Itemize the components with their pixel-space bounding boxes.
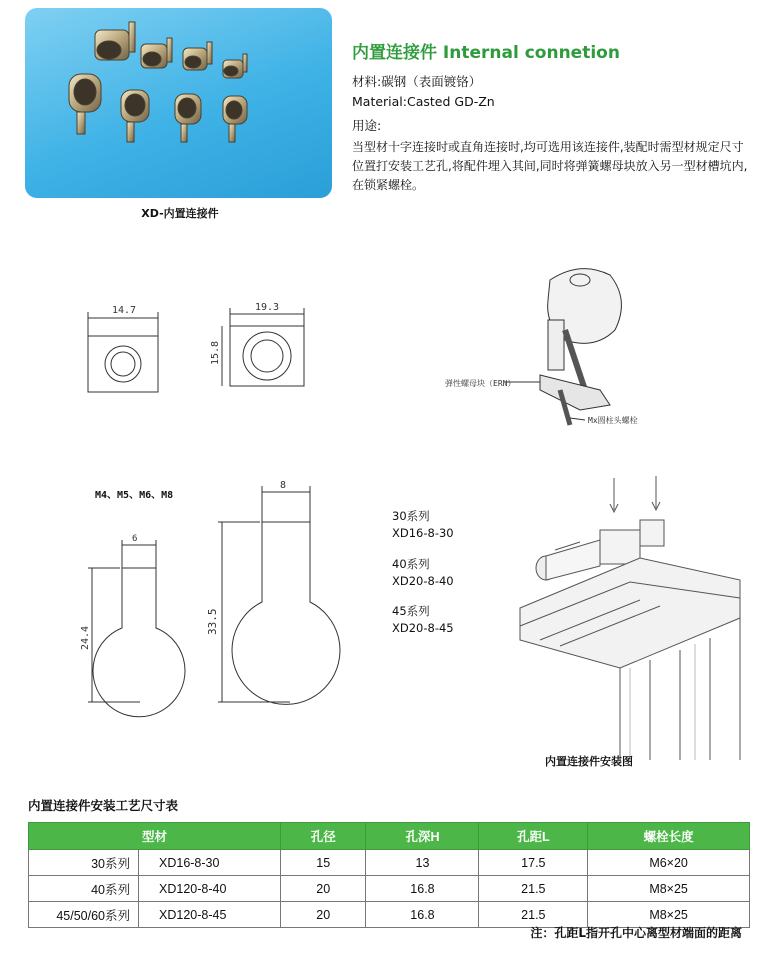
hole2-width-label: 8 <box>280 480 287 491</box>
cell-profile: 30系列 <box>29 850 139 876</box>
table-row <box>29 876 750 902</box>
keyhole-large-drawing <box>218 486 340 704</box>
cell-profile: 45/50/60系列 <box>29 902 139 928</box>
cell-diameter: 20 <box>281 876 366 902</box>
cell-model: XD16-8-30 <box>139 850 281 876</box>
large-height-label: 15.8 <box>210 340 221 365</box>
spec-table <box>28 822 750 928</box>
table-header-row <box>29 823 750 850</box>
large-square-drawing <box>222 308 304 386</box>
bolt-sizes-label: M4、M5、M6、M8 <box>95 490 174 501</box>
cell-profile: 40系列 <box>29 876 139 902</box>
spring-nut-label: 弹性螺母块（ERN） <box>445 379 516 388</box>
keyhole-small-drawing <box>88 540 185 717</box>
bolt-label: Mx圆柱头螺栓 <box>588 416 638 425</box>
small-width-label: 14.7 <box>112 305 137 316</box>
hole2-height-label: 33.5 <box>206 608 219 635</box>
cell-bolt: M8×25 <box>588 902 750 928</box>
large-width-label: 19.3 <box>255 302 280 313</box>
small-square-drawing <box>88 312 158 392</box>
series-name: 45系列 <box>392 604 430 618</box>
table-title: 内置连接件安装工艺尺寸表 <box>28 798 179 813</box>
series-code: XD20-8-40 <box>392 574 454 588</box>
connector-parts-illustration <box>25 8 332 198</box>
technical-drawings <box>0 240 764 760</box>
cell-distance: 21.5 <box>479 902 588 928</box>
photo-caption: XD-内置连接件 <box>141 207 219 220</box>
series-name: 30系列 <box>392 509 430 523</box>
header-profile: 型材 <box>29 823 281 850</box>
product-photo <box>25 8 332 198</box>
cell-depth: 16.8 <box>366 876 479 902</box>
cell-diameter: 20 <box>281 902 366 928</box>
series-40 <box>392 556 454 590</box>
cell-depth: 13 <box>366 850 479 876</box>
table-row <box>29 850 750 876</box>
series-45 <box>392 603 454 637</box>
cell-distance: 21.5 <box>479 876 588 902</box>
series-code: XD16-8-30 <box>392 526 454 540</box>
installation-illustration <box>520 476 740 760</box>
usage-label: 用途: <box>352 118 382 133</box>
install-caption: 内置连接件安装图 <box>545 755 633 768</box>
cell-bolt: M6×20 <box>588 850 750 876</box>
cell-model: XD120-8-40 <box>139 876 281 902</box>
series-30 <box>392 508 454 542</box>
cell-bolt: M8×25 <box>588 876 750 902</box>
cell-diameter: 15 <box>281 850 366 876</box>
series-code: XD20-8-45 <box>392 621 454 635</box>
series-name: 40系列 <box>392 557 430 571</box>
cell-distance: 17.5 <box>479 850 588 876</box>
page-title: 内置连接件 Internal connetion <box>352 43 620 63</box>
hole1-width-label: 6 <box>132 534 138 544</box>
footnote: 注：孔距L指开孔中心离型材端面的距离 <box>530 926 742 940</box>
header-depth: 孔深H <box>366 823 479 850</box>
hole1-height-label: 24.4 <box>80 625 91 650</box>
header-diameter: 孔径 <box>281 823 366 850</box>
cell-model: XD120-8-45 <box>139 902 281 928</box>
material-cn: 材料:碳钢（表面镀铬） <box>352 74 482 89</box>
cell-depth: 16.8 <box>366 902 479 928</box>
header-bolt: 螺栓长度 <box>588 823 750 850</box>
header-distance: 孔距L <box>479 823 588 850</box>
material-en: Material:Casted GD-Zn <box>352 94 495 109</box>
assembly-drawing <box>505 269 621 425</box>
usage-text: 当型材十字连接时或直角连接时,均可选用该连接件,装配时需型材规定尺寸位置打安装工艺孔,将配件埋入其间,同时将弹簧螺母块放入另一型材槽坑内,在锁紧螺栓。 <box>352 140 748 192</box>
